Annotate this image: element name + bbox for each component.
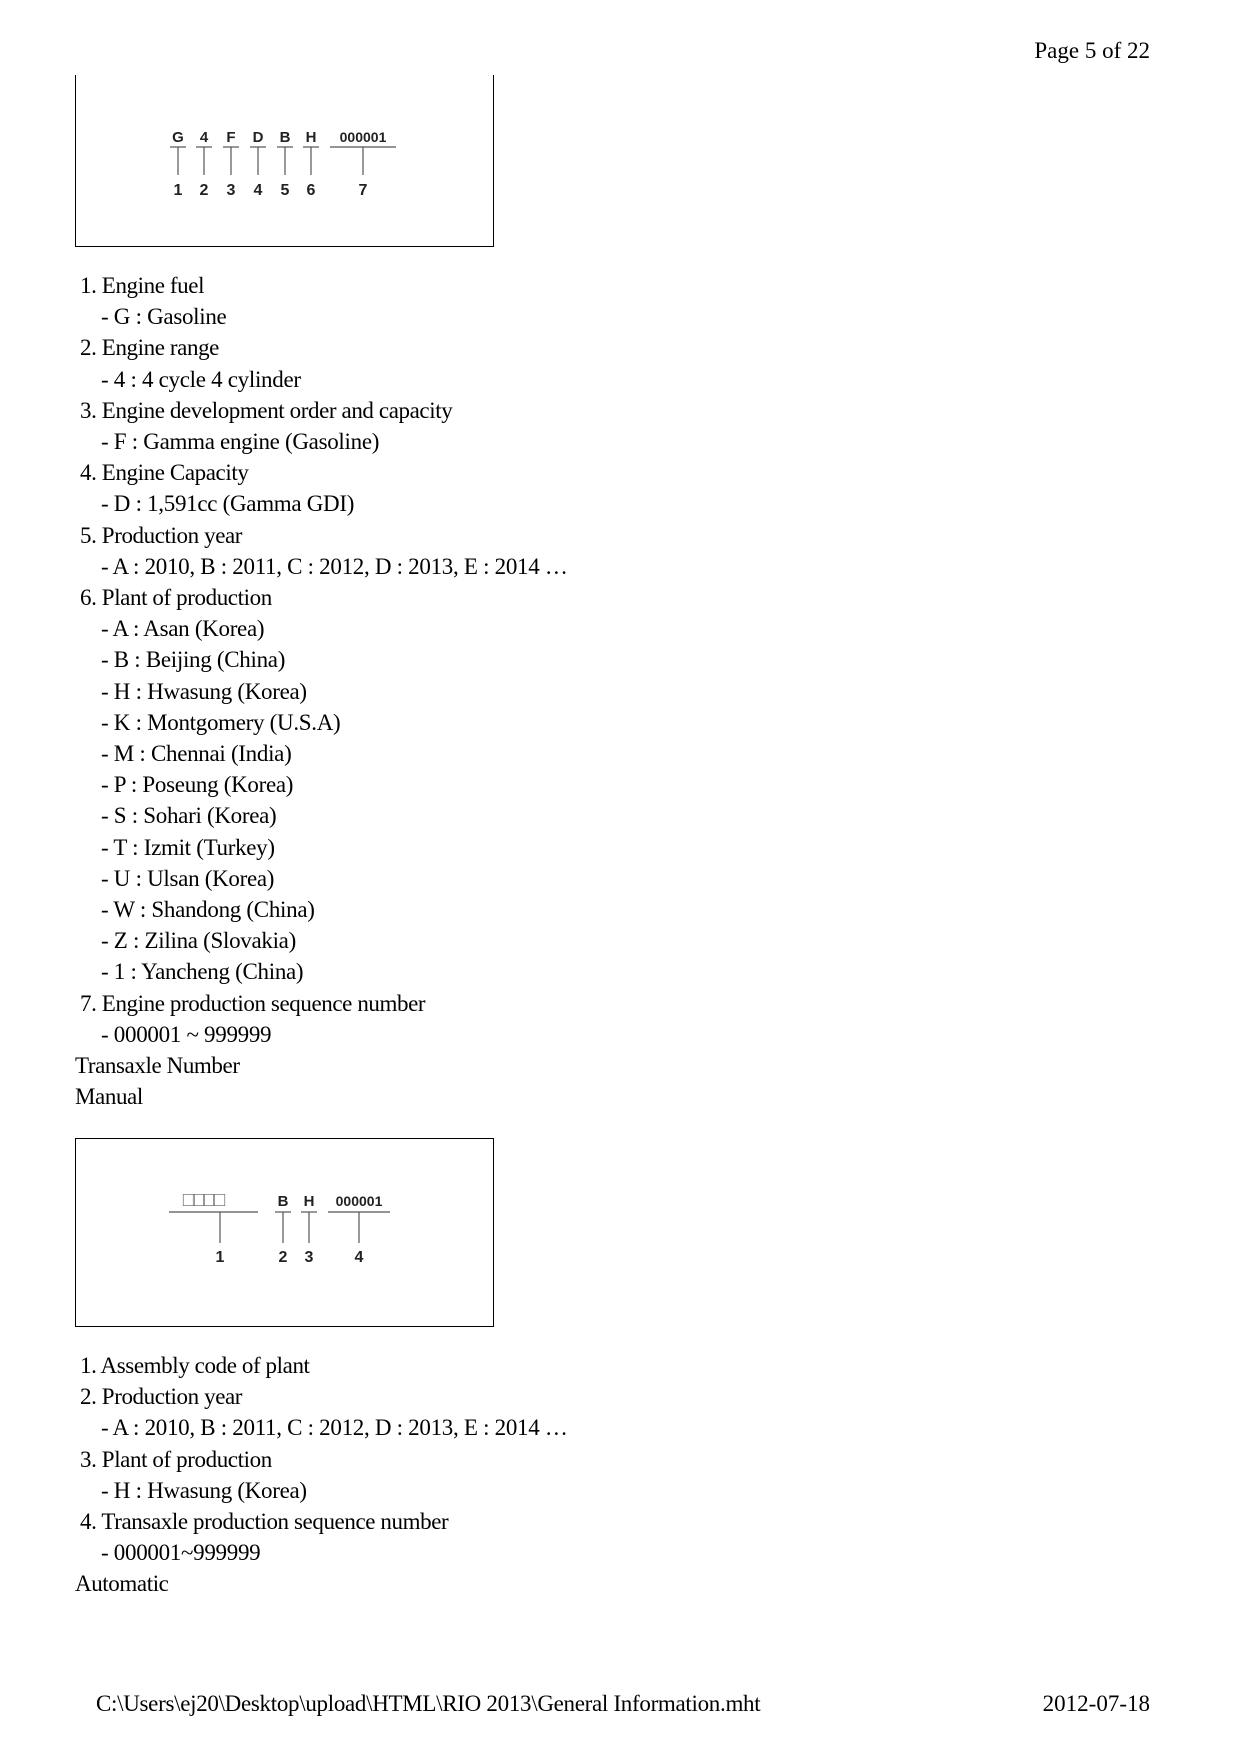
list-subitem: - K : Montgomery (U.S.A) [101, 709, 341, 735]
transaxle-num-4: 4 [354, 1249, 364, 1266]
list-subitem: - A : 2010, B : 2011, C : 2012, D : 2013, E : 2014 … [101, 553, 568, 579]
engine-code-1: G [172, 129, 184, 146]
engine-num-7: 7 [358, 182, 368, 199]
list-subitem: - G : Gasoline [101, 304, 227, 330]
engine-code-7: 000001 [339, 129, 387, 145]
list-subitem: - 1 : Yancheng (China) [101, 959, 304, 985]
list-item: 1. Assembly code of plant [80, 1353, 310, 1378]
list-item: 4. Transaxle production sequence number [80, 1509, 449, 1535]
engine-num-3: 3 [226, 182, 236, 199]
transaxle-code-4: 000001 [335, 1193, 383, 1209]
engine-num-4: 4 [253, 182, 263, 199]
page-number: Page 5 of 22 [1034, 38, 1150, 63]
footer-file-path: C:\Users\ej20\Desktop\upload\HTML\RIO 2013\General Information.mht [96, 1691, 761, 1716]
transaxle-code-2: B [277, 1193, 289, 1210]
footer-date: 2012-07-18 [1042, 1691, 1150, 1716]
list-item: 5. Production year [80, 522, 243, 548]
list-subitem: - A : Asan (Korea) [101, 616, 265, 642]
section-label: Automatic [75, 1571, 169, 1597]
engine-number-diagram [75, 75, 494, 247]
list-item: 1. Engine fuel [80, 273, 205, 298]
list-item: 4. Engine Capacity [80, 460, 249, 486]
list-subitem: - H : Hwasung (Korea) [101, 1477, 307, 1503]
engine-num-5: 5 [280, 182, 290, 199]
list-subitem: - 000001~999999 [101, 1540, 261, 1566]
engine-code-5: B [279, 129, 291, 146]
list-item: 7. Engine production sequence number [80, 990, 426, 1016]
list-subitem: - M : Chennai (India) [101, 741, 292, 767]
engine-code-2: 4 [199, 129, 209, 146]
engine-code-6: H [305, 129, 317, 146]
transaxle-number-diagram [75, 1138, 494, 1327]
list-subitem: - A : 2010, B : 2011, C : 2012, D : 2013, E : 2014 … [101, 1415, 568, 1441]
transaxle-num-1: 1 [215, 1249, 225, 1266]
section-label: Transaxle Number [75, 1053, 240, 1079]
engine-code-3: F [226, 129, 236, 146]
engine-num-6: 6 [306, 182, 316, 199]
list-item: 3. Plant of production [80, 1446, 272, 1472]
list-subitem: - B : Beijing (China) [101, 647, 286, 673]
list-subitem: - S : Sohari (Korea) [101, 803, 277, 829]
transaxle-code-3: H [303, 1193, 315, 1210]
list-subitem: - P : Poseung (Korea) [101, 772, 294, 798]
list-item: 6. Plant of production [80, 585, 272, 611]
list-subitem: - F : Gamma engine (Gasoline) [101, 429, 380, 455]
engine-leader-lines [178, 147, 363, 175]
list-subitem: - 000001 ~ 999999 [101, 1021, 272, 1047]
transaxle-leader-lines [220, 1212, 359, 1243]
transaxle-number-list [75, 1350, 568, 1600]
list-item: 2. Production year [80, 1384, 243, 1410]
list-subitem: - 4 : 4 cycle 4 cylinder [101, 366, 301, 392]
list-subitem: - H : Hwasung (Korea) [101, 678, 307, 704]
transaxle-code-1: □□□□ [182, 1189, 224, 1211]
list-subitem: - D : 1,591cc (Gamma GDI) [101, 491, 355, 517]
section-label: Manual [75, 1084, 143, 1110]
list-item: 2. Engine range [80, 335, 219, 361]
transaxle-num-2: 2 [278, 1249, 288, 1266]
list-subitem: - U : Ulsan (Korea) [101, 865, 275, 891]
list-item: 3. Engine development order and capacity [80, 397, 453, 423]
list-subitem: - Z : Zilina (Slovakia) [101, 928, 296, 954]
engine-num-2: 2 [199, 182, 209, 199]
engine-code-4: D [252, 129, 264, 146]
engine-number-list [75, 270, 568, 1112]
transaxle-num-3: 3 [304, 1249, 314, 1266]
engine-num-1: 1 [173, 182, 183, 199]
list-subitem: - W : Shandong (China) [101, 897, 315, 923]
list-subitem: - T : Izmit (Turkey) [101, 834, 275, 860]
